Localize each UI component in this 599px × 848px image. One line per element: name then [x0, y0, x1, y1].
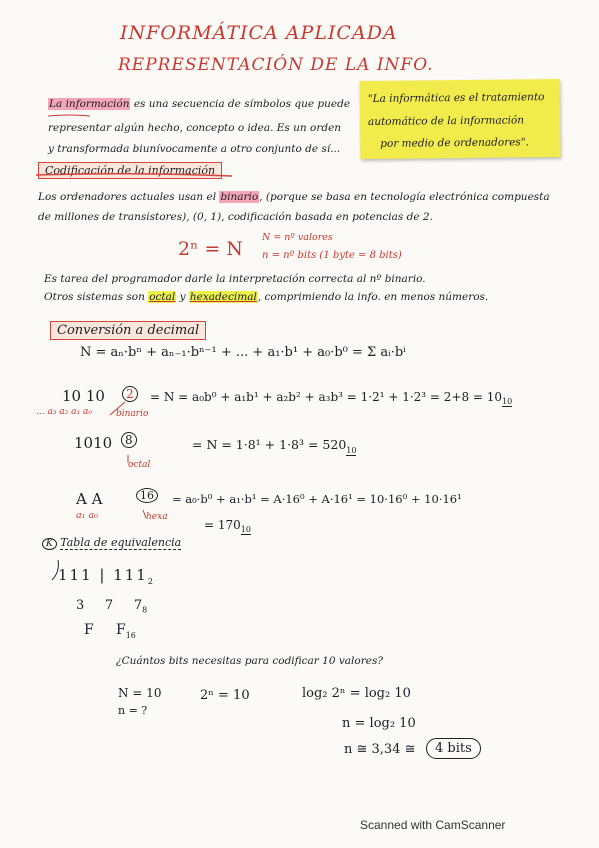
- ex3-result-text: = 170: [204, 518, 241, 532]
- intro-line-1: [48, 98, 350, 110]
- question-eq-1: 2ⁿ = 10: [200, 688, 250, 703]
- ex2-number: 1010: [74, 434, 113, 452]
- section1-line-2: de millones de transistores), (0, 1), codificación basada en potencias de 2.: [38, 211, 433, 223]
- intro-line-3: y transformada biunívocamente a otro conjunto de sí...: [48, 143, 341, 155]
- ex2-base-label: octal: [128, 460, 151, 470]
- formula-2n-equals-n: 2ⁿ = N: [178, 238, 243, 260]
- section1-line-1-b: , (porque se basa en tecnología electrónica compuesta: [259, 191, 550, 203]
- equiv-row-octal-base: 8: [142, 605, 148, 615]
- intro-line-2: representar algún hecho, concepto o idea. Es un orden: [48, 122, 342, 134]
- equiv-row-binary-text: 111 | 111: [58, 566, 148, 584]
- question-eq-3: n = log₂ 10: [342, 716, 416, 731]
- intro-highlight-term: La información: [49, 98, 130, 110]
- ex2-equation: [192, 437, 356, 455]
- equiv-row-binary-base: 2: [147, 577, 155, 586]
- ex1-number: 10 10: [62, 387, 105, 405]
- ex3-result-base: 10: [240, 525, 251, 535]
- sticky-note: [360, 79, 561, 159]
- ex1-result-base: 10: [502, 397, 513, 407]
- question-answer: 4 bits: [426, 738, 481, 759]
- section1-line-1: [38, 191, 550, 203]
- ex3-result: [204, 518, 251, 534]
- ex2-result-base: 10: [346, 445, 357, 455]
- page-title: INFORMÁTICA APLICADA: [120, 22, 398, 44]
- section1-para-2-b: , comprimiendo la info. en menos números.: [257, 291, 489, 303]
- question-given-n: N = 10: [118, 686, 162, 700]
- question-eq-4: n ≅ 3,34 ≅: [344, 742, 416, 757]
- section1-para-2-y: y: [179, 291, 186, 303]
- question-given-unknown: n = ?: [118, 704, 148, 717]
- ex3-base-circle: 16: [136, 488, 158, 503]
- ex2-equation-text: = N = 1·8¹ + 1·8³ = 520: [192, 437, 347, 452]
- section3-heading: [42, 536, 181, 550]
- ex1-equation: [150, 390, 512, 406]
- ex3-base: [136, 488, 158, 503]
- section1-line-1-a: Los ordenadores actuales usan el: [38, 191, 217, 203]
- sticky-line-2: automático de la información: [367, 114, 525, 128]
- binario-highlight: binario: [220, 191, 259, 203]
- ex3-base-label: hexa: [146, 512, 168, 522]
- equiv-row-hex-base: 16: [125, 630, 136, 640]
- section3-heading-text: Tabla de equivalencia: [60, 536, 182, 549]
- ex3-equation: = a₀·b⁰ + a₁·b¹ = A·16⁰ + A·16¹ = 10·16⁰ + 10·16¹: [172, 492, 462, 506]
- sticky-line-3: por medio de ordenadores".: [380, 136, 530, 150]
- section3-marker: K: [42, 538, 57, 550]
- ex1-base-label: binario: [116, 409, 149, 419]
- equiv-row-binary: [58, 566, 155, 586]
- sticky-line-1: "La informática es el tratamiento: [367, 91, 545, 105]
- equiv-row-hex: [84, 622, 136, 640]
- equiv-row-hex-text: F F: [84, 622, 126, 638]
- equiv-row-octal: [76, 598, 147, 615]
- scanner-watermark: Scanned with CamScanner: [360, 818, 506, 832]
- section1-para-2: [44, 291, 488, 303]
- general-conversion-formula: N = aₙ·bⁿ + aₙ₋₁·bⁿ⁻¹ + ... + a₁·b¹ + a₀·b⁰ = Σ aᵢ·bⁱ: [80, 345, 406, 360]
- octal-highlight: octal: [149, 291, 176, 303]
- equiv-row-octal-text: 3 7 7: [76, 598, 143, 613]
- section1-para-1: Es tarea del programador darle la interpretación correcta al nº binario.: [44, 273, 426, 285]
- ex3-digit-labels: a₁ a₀: [76, 510, 98, 521]
- formula-legend-bits: n = nº bits (1 byte = 8 bits): [262, 250, 402, 261]
- formula-legend-n: N = nº valores: [262, 232, 333, 243]
- hexadecimal-highlight: hexadecimal: [189, 291, 257, 303]
- section-heading-codificacion: Codificación de la información: [38, 162, 222, 179]
- ex2-base: [121, 432, 137, 448]
- ex1-equation-text: = N = a₀b⁰ + a₁b¹ + a₂b² + a₃b³ = 1·2¹ + 1·2³ = 2+8 = 10: [150, 390, 503, 404]
- question-eq-2: log₂ 2ⁿ = log₂ 10: [302, 686, 411, 701]
- ex1-digit-labels: ... a₃ a₂ a₁ a₀: [36, 407, 92, 417]
- ex2-base-circle: 8: [121, 432, 137, 448]
- ex1-base: [122, 386, 138, 402]
- question-text: ¿Cuántos bits necesitas para codificar 10 valores?: [116, 655, 383, 667]
- intro-line-1-rest: es una secuencia de símbolos que puede: [133, 98, 351, 110]
- term-underline: [48, 115, 90, 116]
- section1-para-2-a: Otros sistemas son: [44, 291, 145, 303]
- section-heading-conversion: Conversión a decimal: [50, 321, 206, 340]
- ex3-number: A A: [76, 490, 103, 508]
- page-subtitle: REPRESENTACIÓN DE LA INFO.: [118, 55, 434, 75]
- ex1-base-circle: 2: [122, 386, 138, 402]
